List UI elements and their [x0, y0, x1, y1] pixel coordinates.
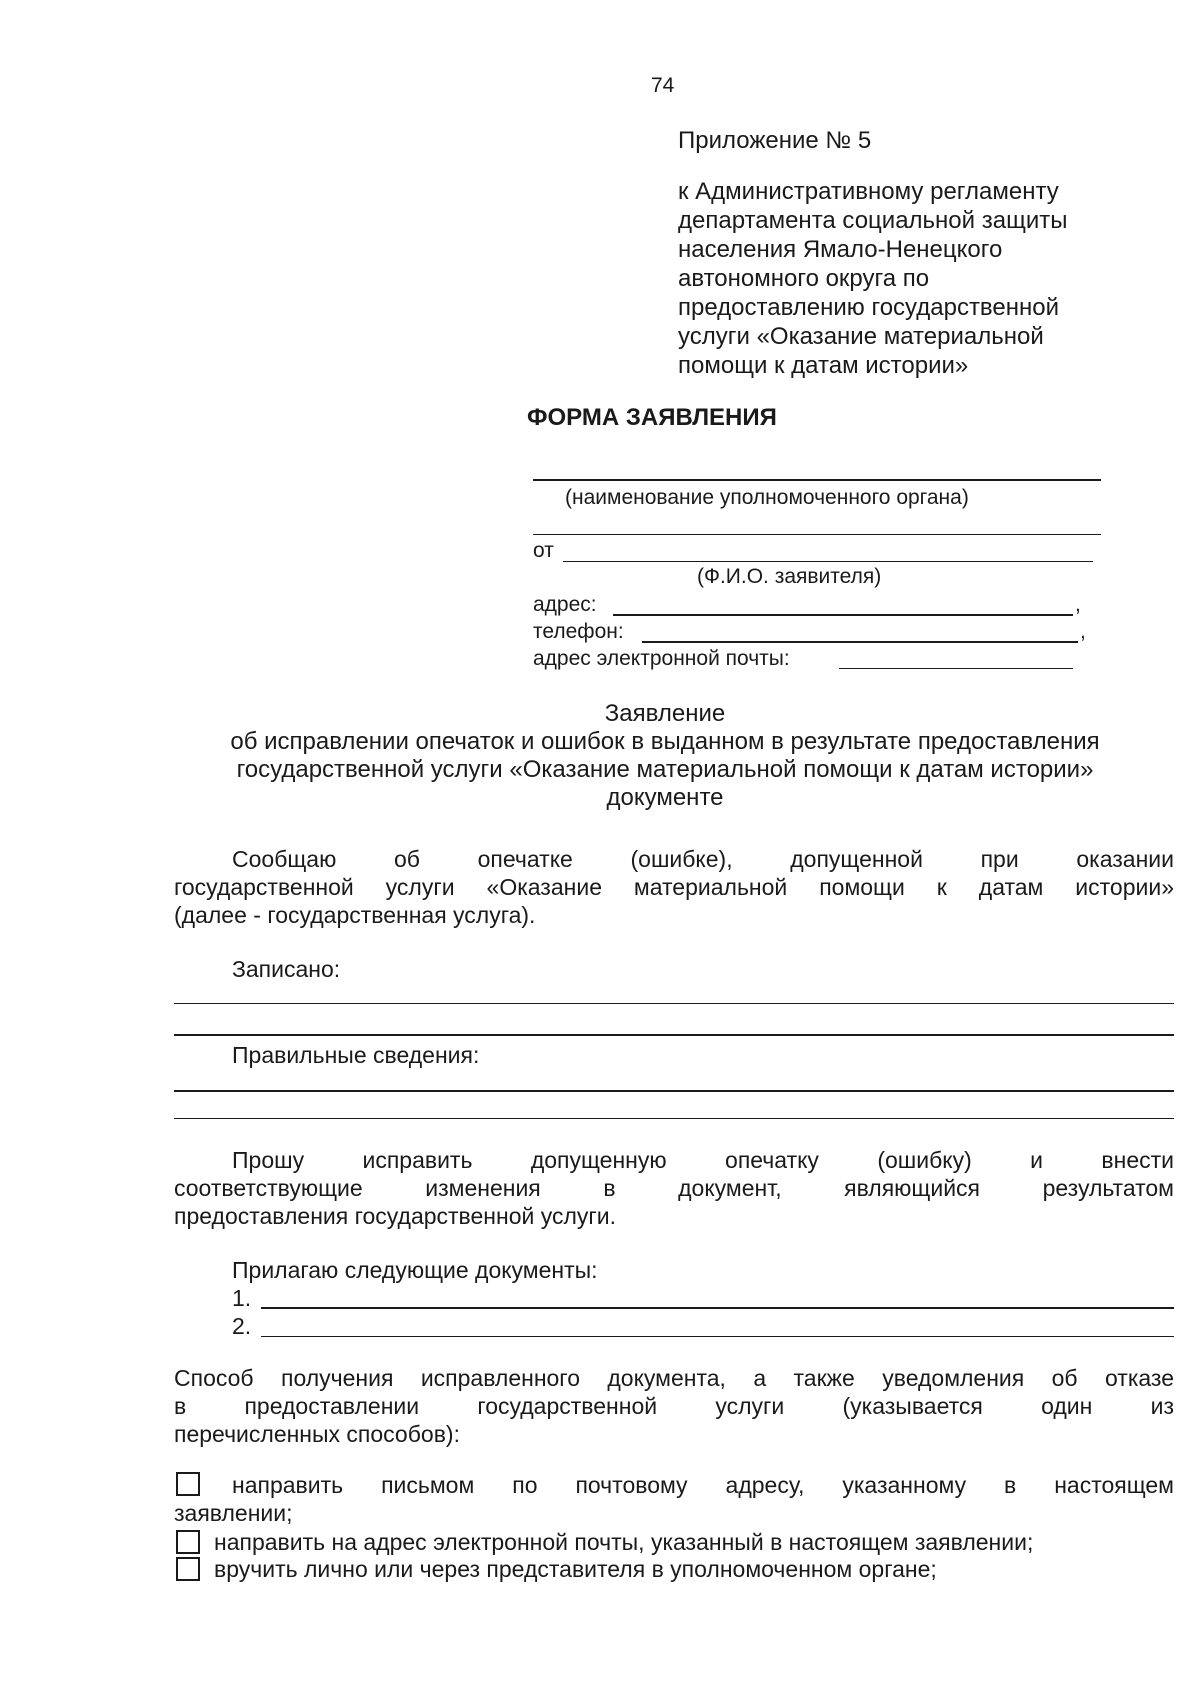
appendix-line: населения Ямало-Ненецкого	[678, 236, 1003, 263]
paragraph-request	[174, 1146, 1174, 1230]
attachment-number: 2.	[232, 1313, 252, 1339]
phone-line[interactable]	[642, 641, 1078, 643]
option-line: заявлении;	[174, 1500, 293, 1526]
appendix-line: департамента социальной защиты	[678, 207, 1068, 234]
written-line-2[interactable]	[174, 1034, 1174, 1036]
paragraph-line: (далее - государственная услуга).	[174, 902, 536, 928]
appendix-line: к Административному регламенту	[678, 178, 1059, 205]
appendix-line: автономного округа по	[678, 265, 930, 292]
paragraph-line: соответствующие изменения в документ, являющийся результатом	[174, 1175, 1174, 1201]
appendix-text	[678, 177, 1067, 380]
written-label: Записано:	[232, 956, 341, 982]
paragraph-line: Сообщаю об опечатке (ошибке), допущенной при оказании	[232, 846, 1174, 872]
statement-title: Заявление	[604, 700, 726, 727]
option-email-text: направить на адрес электронной почты, указанный в настоящем заявлении;	[214, 1529, 1034, 1555]
paragraph-line: Прошу исправить допущенную опечатку (ошибку) и внести	[232, 1147, 1174, 1173]
option-mail-text	[232, 1471, 1174, 1499]
correct-label: Правильные сведения:	[232, 1042, 480, 1068]
option-inperson-text: вручить лично или через представителя в уполномоченном органе;	[214, 1556, 937, 1582]
phone-comma: ,	[1080, 620, 1086, 643]
option-email-checkbox[interactable]	[176, 1530, 200, 1554]
from-label: от	[533, 539, 554, 562]
paragraph-line: государственной услуги «Оказание материальной помощи к датам истории»	[174, 874, 1174, 900]
option-line: направить письмом по почтовому адресу, указанному в настоящем	[232, 1472, 1174, 1498]
paragraph-line: в предоставлении государственной услуги (указывается один из	[174, 1393, 1174, 1419]
page-number: 74	[651, 74, 675, 97]
appendix-line: помощи к датам истории»	[678, 352, 969, 379]
statement-header	[150, 700, 1180, 812]
fio-caption: (Ф.И.О. заявителя)	[697, 565, 882, 588]
email-line[interactable]	[839, 668, 1073, 669]
address-line[interactable]	[613, 614, 1073, 616]
paragraph-line: Способ получения исправленного документа, а также уведомления об отказе	[174, 1365, 1174, 1391]
authority-caption: (наименование уполномоченного органа)	[565, 486, 969, 509]
attachments-label: Прилагаю следующие документы:	[232, 1257, 598, 1283]
appendix-line: услуги «Оказание материальной	[678, 323, 1044, 350]
paragraph-line: предоставления государственной услуги.	[174, 1203, 617, 1229]
appendix-line: предоставлению государственной	[678, 294, 1060, 321]
delivery-paragraph	[174, 1364, 1174, 1448]
paragraph-report	[174, 845, 1174, 929]
appendix-title: Приложение № 5	[678, 127, 872, 154]
authority-line-2[interactable]	[533, 534, 1101, 535]
statement-subtitle-line: об исправлении опечаток и ошибок в выданном в результате предоставления	[230, 728, 1100, 755]
form-title: ФОРМА ЗАЯВЛЕНИЯ	[527, 404, 777, 431]
written-line-1[interactable]	[174, 1003, 1174, 1004]
fio-line[interactable]	[563, 561, 1093, 562]
authority-line[interactable]	[533, 479, 1101, 481]
attachment-line-2[interactable]	[261, 1336, 1174, 1337]
email-label: адрес электронной почты:	[533, 647, 790, 670]
statement-subtitle-line: документе	[606, 784, 724, 811]
option-inperson-checkbox[interactable]	[176, 1557, 200, 1581]
address-label: адрес:	[533, 593, 597, 616]
attachment-line-1[interactable]	[261, 1307, 1174, 1309]
correct-line-2[interactable]	[174, 1118, 1174, 1119]
attachment-number: 1.	[232, 1285, 252, 1311]
correct-line-1[interactable]	[174, 1090, 1174, 1092]
address-comma: ,	[1075, 593, 1081, 616]
option-mail-checkbox[interactable]	[176, 1472, 200, 1496]
statement-subtitle-line: государственной услуги «Оказание материальной помощи к датам истории»	[236, 756, 1094, 783]
phone-label: телефон:	[533, 620, 624, 643]
paragraph-line: перечисленных способов):	[174, 1421, 460, 1447]
